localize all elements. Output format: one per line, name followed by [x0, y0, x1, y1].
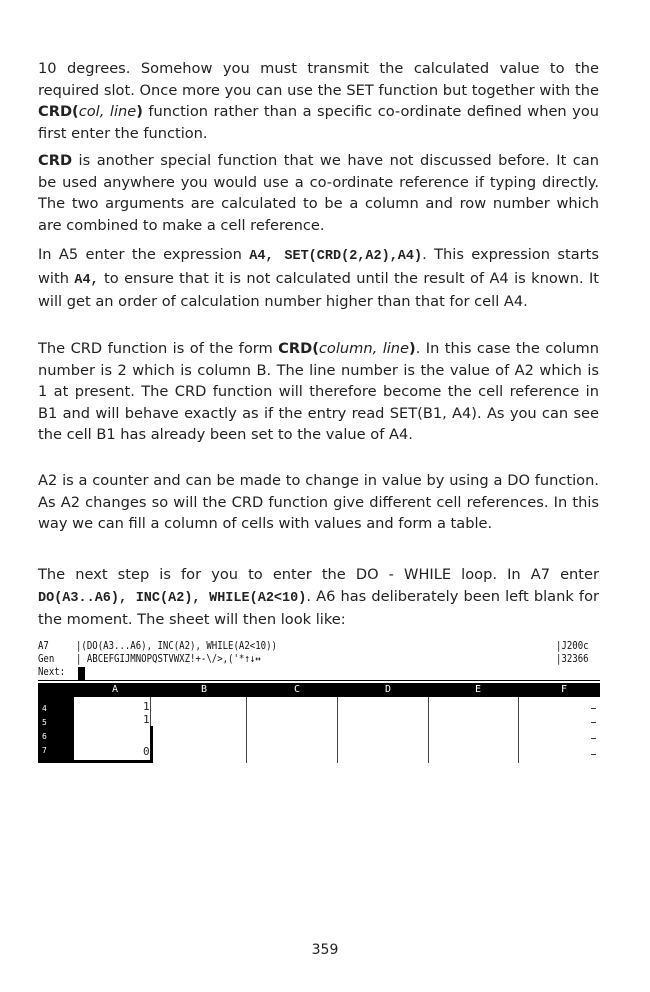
column-header-b: B: [201, 684, 208, 695]
text: . In this case the column number is 2 which is column B. The line number is the value of A2 which is 1 at present. The CRD function will therefore become the cell reference in B1 and will behave exactly as if the entry read SET(B1, A4). As you can see the cell B1 has already been set to the value of A4.: [38, 340, 599, 443]
column-header-d: D: [385, 684, 392, 695]
crd-args: column, line: [318, 340, 410, 357]
paragraph-4: [38, 338, 599, 446]
column-header-f: F: [561, 684, 568, 695]
grid-line: [246, 697, 247, 763]
row-header-5: 5: [42, 718, 47, 727]
row-header-4: 4: [42, 704, 47, 713]
grid-line: [428, 697, 429, 763]
cell-cursor[interactable]: [74, 726, 153, 763]
row-header-7: 7: [42, 746, 47, 755]
text: A2 is a counter and can be made to change in value by using a DO function. As A2 changes so will the CRD function give different cell references. In this way we can fill a column of cells with values and form a table.: [38, 472, 599, 532]
cell-a4[interactable]: 1: [143, 700, 150, 713]
crd-keyword: [278, 340, 416, 357]
screen-line2-label: Gen: [38, 652, 55, 665]
text: . This expression starts with: [38, 246, 599, 287]
screen-line1-label: A7: [38, 639, 49, 652]
page-number: 359: [311, 942, 339, 958]
paragraph-2: [38, 150, 599, 236]
text: function rather than a specific co-ordinate defined when you first enter the function.: [38, 103, 599, 142]
row-header-6: 6: [42, 732, 47, 741]
row-header-bar: [38, 697, 74, 763]
text: The CRD function is of the form: [38, 340, 279, 357]
code-a4: A4,: [74, 272, 99, 288]
cell-a7[interactable]: 0: [143, 745, 150, 758]
row-marker: [591, 754, 596, 755]
text: The next step is for you to enter the DO - WHILE loop. In A7 enter: [38, 566, 599, 583]
column-header-e: E: [475, 684, 482, 695]
row-marker: [591, 708, 596, 709]
crd-open: CRD(: [38, 103, 79, 120]
text: is another special function that we have not discussed before. It can be used anywhere you would use a co-ordinate reference if typing directly. The two arguments are calculated to be a column and row number which are combined to make a cell reference.: [38, 152, 599, 234]
column-header-c: C: [294, 684, 301, 695]
text: In A5 enter the expression: [38, 246, 250, 263]
text-cursor: [78, 667, 85, 680]
crd-args: col, line: [78, 103, 137, 120]
code-do-while: DO(A3..A6), INC(A2), WHILE(A2<10): [38, 590, 307, 606]
row-marker: [591, 722, 596, 723]
spreadsheet-screen: [38, 640, 600, 762]
paragraph-5: [38, 470, 599, 535]
crd-close: ): [409, 340, 416, 357]
paragraph-1: [38, 58, 599, 144]
crd-close: ): [136, 103, 143, 120]
paragraph-6: [38, 564, 599, 631]
text: . A6 has deliberately been left blank for the moment. The sheet will then look like:: [38, 587, 599, 628]
screen-line1-right: |J200c: [556, 639, 589, 652]
screen-line1-content: |(DO(A3...A6), INC(A2), WHILE(A2<10)): [76, 639, 277, 652]
grid-line: [518, 697, 519, 763]
screen-line2-content: | ABCEFGIJMNOPQSTVWXZ!+-\/>,('*↑↓↔: [76, 652, 261, 665]
cell-a5[interactable]: 1: [143, 713, 150, 726]
screen-line2-right: |32366: [556, 652, 589, 665]
screen-line3-label: Next:: [38, 665, 66, 678]
grid-line: [337, 697, 338, 763]
text: to ensure that it is not calculated until the result of A4 is known. It will get an order of calculation number higher than that for cell A4.: [38, 269, 599, 310]
input-divider: [38, 680, 600, 681]
crd-open: CRD(: [278, 340, 319, 357]
crd-keyword: CRD: [38, 152, 73, 169]
text: 10 degrees. Somehow you must transmit the calculated value to the required slot. Once more you can use the SET function but together with the: [38, 60, 599, 99]
code-expression: A4, SET(CRD(2,A2),A4): [249, 249, 423, 264]
column-header-bar: [38, 683, 600, 697]
column-header-a: A: [112, 684, 119, 695]
row-marker: [591, 738, 596, 739]
crd-keyword: [38, 103, 143, 120]
paragraph-3: [38, 244, 599, 313]
